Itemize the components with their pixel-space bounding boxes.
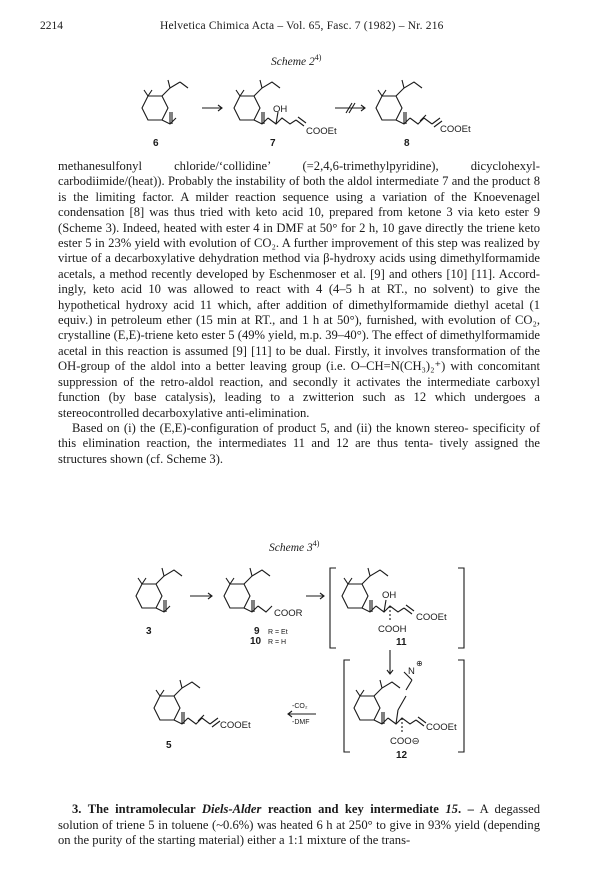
paragraph-2 bbox=[58, 421, 540, 467]
compound-10-substituent: R = H bbox=[268, 639, 287, 646]
page-number: 2214 bbox=[40, 20, 63, 32]
compound-6-label: 6 bbox=[153, 138, 159, 149]
scheme-3-minus-co2: -CO₂ bbox=[292, 703, 308, 710]
heading-diels-alder: Diels-Alder bbox=[201, 802, 262, 816]
p1-line-4: of the Knoevenagel condensation [8] was thus tried with keto acid 10, prepared from bbox=[58, 189, 540, 220]
p1-line-2: carbodiimide/(heat)). Probably the instability of both the aldol intermediate 7 and bbox=[58, 174, 470, 189]
body-text bbox=[58, 159, 540, 467]
scheme-2-footnote-number: 4 bbox=[314, 53, 319, 62]
scheme-2-cooet-7: COOEt bbox=[306, 126, 337, 137]
section-3 bbox=[58, 802, 540, 849]
section-3-line-2: solution of triene 5 in toluene (~0.6%) was heated 6 h at 250° to give in 93% yield bbox=[58, 817, 480, 832]
p1-line-6: for 2 h, 10 gave directly the triene keto ester 5 in 23% yield with evolution of CO₂. bbox=[58, 220, 540, 251]
compound-3-label: 3 bbox=[146, 626, 152, 637]
p1-line-16: into a better leaving group (i.e. O–CH=N(CH₃)₂⁺) with concomitant suppression bbox=[58, 359, 540, 389]
section-3-line-3: (depending on the purity of the starting material) either a 1:1 mixture of the trans- bbox=[58, 817, 540, 848]
running-title: Helvetica Chimica Acta – Vol. 65, Fasc. 7 (1982) – Nr. 216 bbox=[160, 20, 444, 32]
scheme-3-coo-minus: COO⊖ bbox=[390, 736, 420, 747]
scheme-3-cooet-11: COOEt bbox=[416, 612, 447, 623]
scheme-3-title bbox=[269, 539, 319, 554]
p1-line-10: ingly, keto acid 10 was allowed to react with 4 (4–5 h at RT., no solvent) to give bbox=[58, 282, 519, 297]
p1-line-13: furnished, with evolution of CO₂, crystalline (E,E)-triene keto ester 5 (49% yield, bbox=[58, 313, 540, 343]
scheme-3-minus-dmf: -DMF bbox=[292, 719, 310, 726]
p2-line-2: specificity of this elimination reaction, the intermediates 11 and 12 are thus tenta- bbox=[58, 420, 541, 451]
p1-line-18: function (by base catalysis), leading to a zwitterion such as 12 which undergoes a bbox=[58, 390, 540, 405]
section-3-paragraph bbox=[58, 802, 540, 849]
scheme-3-footnote-number: 4 bbox=[312, 539, 317, 548]
p1-line-3: the product 8 is the limiting factor. A milder reaction sequence using a variation bbox=[58, 174, 540, 204]
p1-line-11: the hypothetical hydroxy acid 11 which, after addition of dimethylformamide bbox=[58, 282, 540, 312]
compound-9-10-structure bbox=[224, 568, 272, 612]
scheme-3-plus-charge: ⊕ bbox=[416, 659, 423, 668]
p1-line-14: m.p. 39–40°). The effect of dimethylformamide acetal in this reaction is assumed bbox=[58, 328, 540, 358]
scheme-3-footnote-mark: 4) bbox=[312, 539, 320, 548]
p1-line-7: A further improvement of this step was realized by virtue of a decarboxylative bbox=[58, 236, 540, 266]
scheme-2-footnote-mark: 4) bbox=[314, 53, 322, 62]
scheme-2-diagram bbox=[140, 70, 480, 150]
p1-line-19: stereocontrolled decarboxylative anti-elimination. bbox=[58, 405, 310, 420]
p2-line-1: Based on (i) the (E,E)-configuration of product 5, and (ii) the known stereo- bbox=[72, 420, 469, 435]
scheme-3-cooet-12: COOEt bbox=[426, 722, 457, 733]
compound-11-structure bbox=[342, 568, 414, 620]
scheme-3-title-text: Scheme 3 bbox=[269, 541, 313, 554]
scheme-3-n-plus: N bbox=[408, 666, 415, 677]
p1-line-1: methanesulfonyl chloride/‘collidine’ (=2,4,6-trimethylpyridine), dicyclohexyl- bbox=[58, 159, 540, 173]
scheme-3-diagram bbox=[120, 556, 480, 784]
p1-line-17: of the retro-aldol reaction, and secondly it activates the intermediate carboxyl bbox=[123, 374, 540, 389]
paragraph-1 bbox=[58, 159, 540, 421]
compound-11-label: 11 bbox=[396, 637, 407, 648]
scheme-2-title bbox=[271, 53, 321, 68]
scheme-2-cooet-8: COOEt bbox=[440, 124, 471, 135]
scheme-3-cooet-5: COOEt bbox=[220, 720, 251, 731]
compound-7-structure bbox=[234, 80, 306, 126]
running-header bbox=[40, 20, 560, 36]
section-3-line-1: A degassed bbox=[473, 802, 541, 816]
p1-line-9: method recently developed by Eschenmoser et al. [9] and others [10] [11]. Accord- bbox=[109, 266, 540, 281]
compound-9-label: 9 bbox=[254, 626, 260, 637]
p1-line-5: ketone 3 via keto ester 9 (Scheme 3). Indeed, heated with ester 4 in DMF at 50° bbox=[58, 205, 540, 235]
p1-line-8: dehydration method via β-hydroxy acids using dimethylformamide acetals, a bbox=[58, 251, 540, 281]
p2-line-3: tively assigned the structures shown (cf. Scheme 3). bbox=[58, 436, 541, 466]
scheme-2-title-text: Scheme 2 bbox=[271, 55, 315, 68]
heading-end: . – bbox=[457, 802, 474, 816]
scheme-3-coor: COOR bbox=[274, 608, 303, 619]
scheme-2-oh-group: OH bbox=[273, 104, 288, 115]
compound-3-structure bbox=[136, 568, 182, 612]
scheme-3-cooh: COOH bbox=[378, 624, 407, 635]
compound-10-label: 10 bbox=[250, 636, 262, 647]
compound-7-label: 7 bbox=[270, 138, 276, 149]
compound-5-label: 5 bbox=[166, 740, 172, 751]
compound-6-structure bbox=[142, 80, 188, 124]
compound-5-structure bbox=[154, 680, 220, 727]
heading-compound-number: 15 bbox=[445, 802, 458, 816]
compound-12-label: 12 bbox=[396, 750, 408, 761]
compound-8-label: 8 bbox=[404, 138, 410, 149]
compound-12-structure bbox=[354, 672, 426, 732]
section-3-heading bbox=[72, 802, 474, 816]
compound-8-structure bbox=[376, 80, 442, 127]
compound-9-substituent: R = Et bbox=[268, 629, 288, 636]
scheme-3-oh: OH bbox=[382, 590, 397, 601]
p1-line-15: [9] [11] to be dual. Firstly, it involves transformation of the OH-group of the aldol bbox=[58, 343, 540, 374]
p1-line-12: diethyl acetal (1 equiv.) in petroleum ether (15 min at RT., and 1 h at 50°), bbox=[58, 297, 541, 328]
heading-prefix: 3. The intramolecular bbox=[72, 802, 202, 816]
heading-mid: reaction and key intermediate bbox=[261, 802, 446, 816]
